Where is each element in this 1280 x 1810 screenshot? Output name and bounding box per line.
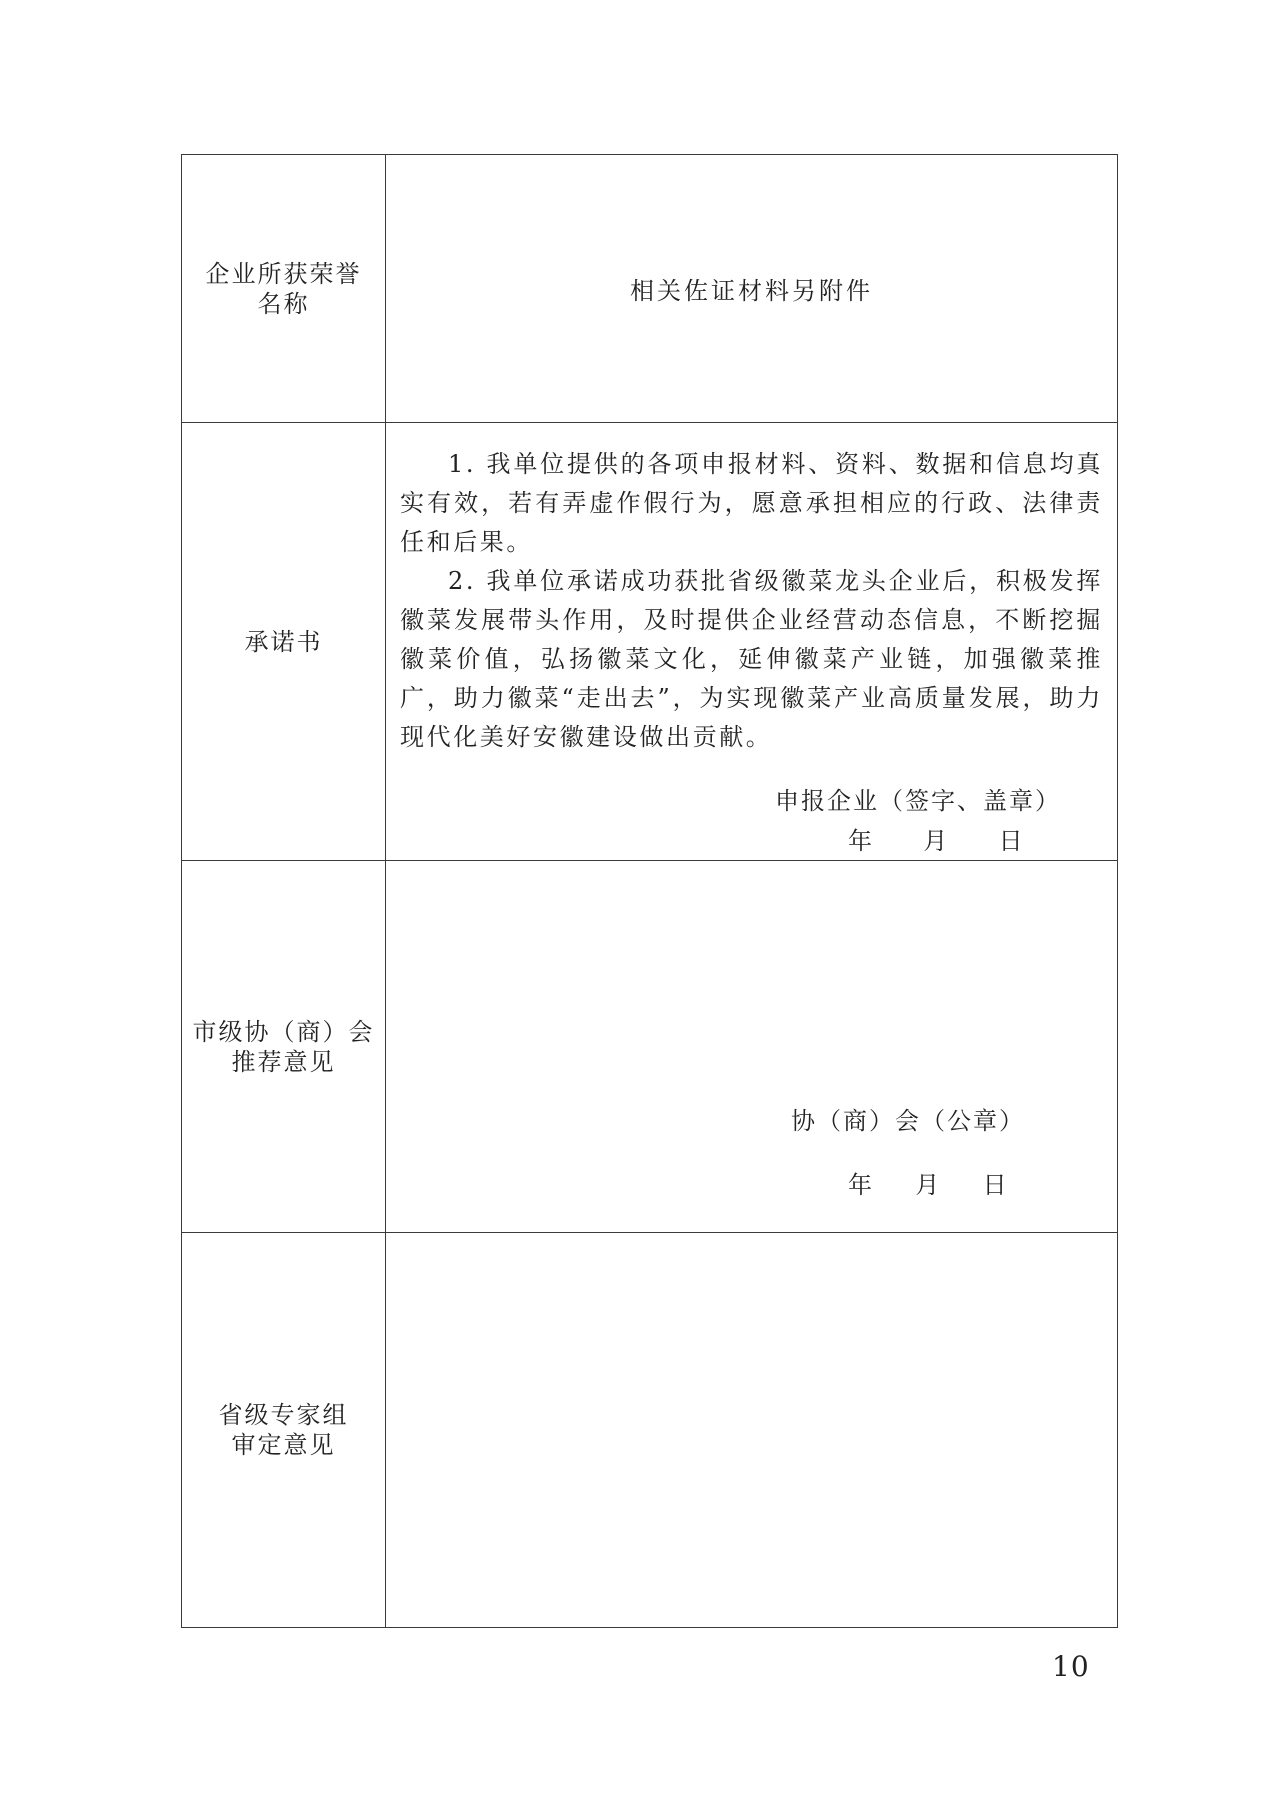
city-association-seal-label: 协（商）会（公章） bbox=[791, 1107, 1025, 1135]
city-association-label-cell bbox=[182, 861, 386, 1233]
expert-group-row bbox=[182, 1233, 1118, 1628]
honors-row bbox=[182, 155, 1118, 423]
city-association-content-cell bbox=[386, 861, 1118, 1233]
city-association-row bbox=[182, 861, 1118, 1233]
expert-group-label-line1: 省级专家组 bbox=[218, 1401, 349, 1429]
pledge-paragraph-2: 2. 我单位承诺成功获批省级徽菜龙头企业后，积极发挥徽菜发展带头作用，及时提供企业经营动态信息，不断挖掘徽菜价值，弘扬徽菜文化，延伸徽菜产业链，加强徽菜推广，助力徽菜“走出去”，为实现徽菜产业高质量发展，助力现代化美好安徽建设做出贡献。 bbox=[400, 567, 1103, 751]
city-association-date-line bbox=[848, 1165, 1007, 1200]
pledge-label-cell bbox=[182, 423, 386, 861]
pledge-date-year: 年 bbox=[848, 827, 872, 855]
pledge-label: 承诺书 bbox=[244, 627, 323, 656]
pledge-signature-label: 申报企业（签字、盖章） bbox=[775, 787, 1061, 815]
page-number: 10 bbox=[1052, 1650, 1090, 1683]
pledge-date-month: 月 bbox=[923, 827, 948, 855]
city-date-month: 月 bbox=[915, 1171, 940, 1199]
expert-group-label-line2: 审定意见 bbox=[231, 1431, 336, 1459]
pledge-paragraph-1: 1. 我单位提供的各项申报材料、资料、数据和信息均真实有效，若有弄虚作假行为，愿意承担相应的行政、法律责任和后果。 bbox=[400, 450, 1103, 556]
city-date-day: 日 bbox=[982, 1171, 1007, 1199]
honors-label-line1: 企业所获荣誉 bbox=[205, 259, 362, 288]
honors-label-line2: 名称 bbox=[257, 289, 310, 318]
pledge-date-line bbox=[848, 821, 1023, 856]
honors-content-text: 相关佐证材料另附件 bbox=[630, 277, 873, 305]
city-association-label-line1: 市级协（商）会 bbox=[192, 1017, 375, 1046]
pledge-content-cell bbox=[386, 423, 1118, 861]
expert-group-label-cell bbox=[182, 1233, 386, 1628]
expert-group-content-cell bbox=[386, 1233, 1118, 1628]
city-association-label-line2: 推荐意见 bbox=[231, 1047, 336, 1076]
city-date-year: 年 bbox=[848, 1171, 872, 1199]
pledge-date-day: 日 bbox=[998, 827, 1023, 855]
honors-label-cell bbox=[182, 155, 386, 423]
honors-content-cell bbox=[386, 155, 1118, 423]
pledge-row bbox=[182, 423, 1118, 861]
application-form-table bbox=[181, 154, 1118, 1628]
